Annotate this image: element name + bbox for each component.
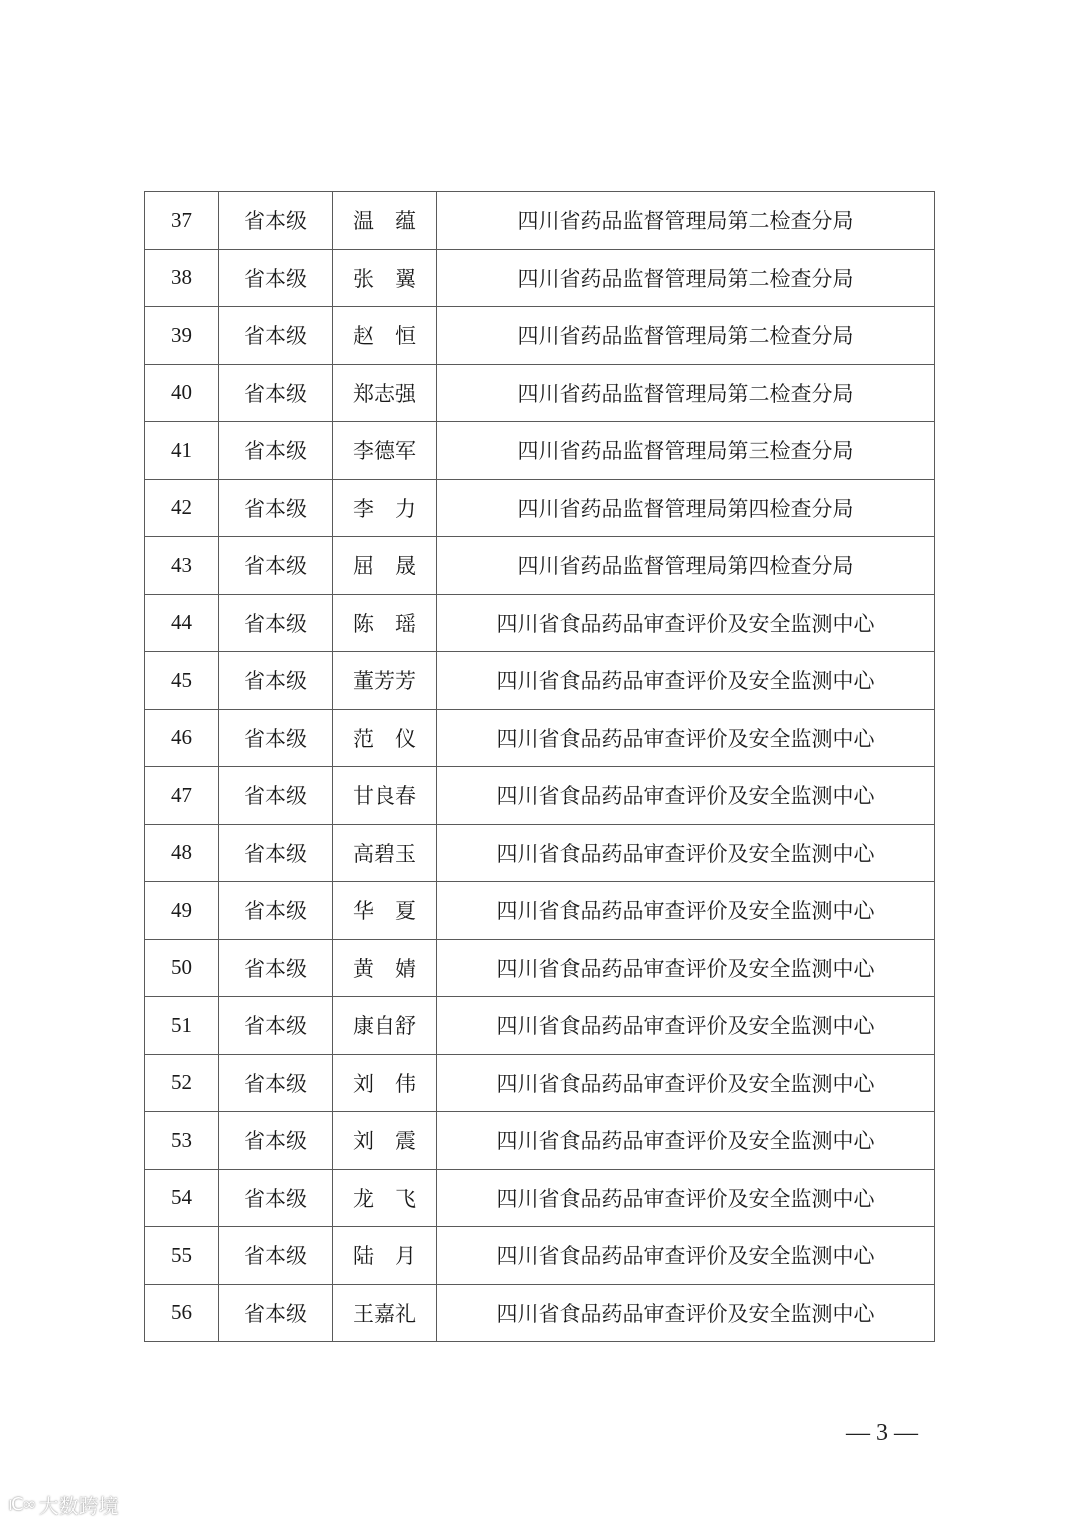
level-cell: 省本级 — [219, 939, 333, 997]
table-row — [145, 997, 935, 1055]
table-row — [145, 192, 935, 250]
level-cell: 省本级 — [219, 1169, 333, 1227]
table-row — [145, 709, 935, 767]
row-number-cell: 47 — [145, 767, 219, 825]
level-cell: 省本级 — [219, 824, 333, 882]
level-cell: 省本级 — [219, 594, 333, 652]
name-cell: 王嘉礼 — [333, 1284, 437, 1342]
unit-cell: 四川省药品监督管理局第四检查分局 — [437, 479, 935, 537]
watermark-logo-icon: ıC∞ — [8, 1494, 35, 1515]
name-cell: 康自舒 — [333, 997, 437, 1055]
level-cell: 省本级 — [219, 652, 333, 710]
table-row — [145, 364, 935, 422]
unit-cell: 四川省食品药品审查评价及安全监测中心 — [437, 1054, 935, 1112]
level-cell: 省本级 — [219, 422, 333, 480]
row-number-cell: 37 — [145, 192, 219, 250]
level-cell: 省本级 — [219, 1112, 333, 1170]
unit-cell: 四川省食品药品审查评价及安全监测中心 — [437, 594, 935, 652]
level-cell: 省本级 — [219, 479, 333, 537]
name-cell: 黄 婧 — [333, 939, 437, 997]
row-number-cell: 38 — [145, 249, 219, 307]
page-number: — 3 — — [846, 1420, 918, 1446]
table-row — [145, 824, 935, 882]
name-cell: 李德军 — [333, 422, 437, 480]
name-cell: 董芳芳 — [333, 652, 437, 710]
unit-cell: 四川省食品药品审查评价及安全监测中心 — [437, 939, 935, 997]
row-number-cell: 46 — [145, 709, 219, 767]
unit-cell: 四川省食品药品审查评价及安全监测中心 — [437, 1284, 935, 1342]
name-cell: 刘 伟 — [333, 1054, 437, 1112]
level-cell: 省本级 — [219, 1227, 333, 1285]
unit-cell: 四川省食品药品审查评价及安全监测中心 — [437, 709, 935, 767]
unit-cell: 四川省药品监督管理局第二检查分局 — [437, 249, 935, 307]
unit-cell: 四川省食品药品审查评价及安全监测中心 — [437, 1169, 935, 1227]
level-cell: 省本级 — [219, 1284, 333, 1342]
row-number-cell: 56 — [145, 1284, 219, 1342]
name-cell: 高碧玉 — [333, 824, 437, 882]
name-cell: 李 力 — [333, 479, 437, 537]
row-number-cell: 45 — [145, 652, 219, 710]
level-cell: 省本级 — [219, 767, 333, 825]
level-cell: 省本级 — [219, 1054, 333, 1112]
name-cell: 屈 晟 — [333, 537, 437, 595]
row-number-cell: 49 — [145, 882, 219, 940]
row-number-cell: 40 — [145, 364, 219, 422]
table-row — [145, 249, 935, 307]
name-cell: 温 蕴 — [333, 192, 437, 250]
table-row — [145, 1284, 935, 1342]
watermark-text: 大数跨境 — [38, 1494, 119, 1518]
unit-cell: 四川省药品监督管理局第二检查分局 — [437, 364, 935, 422]
table-row — [145, 594, 935, 652]
name-cell: 赵 恒 — [333, 307, 437, 365]
row-number-cell: 51 — [145, 997, 219, 1055]
table-row — [145, 939, 935, 997]
table-row — [145, 479, 935, 537]
table-row — [145, 882, 935, 940]
table-row — [145, 1227, 935, 1285]
row-number-cell: 41 — [145, 422, 219, 480]
level-cell: 省本级 — [219, 537, 333, 595]
name-cell: 陈 瑶 — [333, 594, 437, 652]
level-cell: 省本级 — [219, 192, 333, 250]
unit-cell: 四川省食品药品审查评价及安全监测中心 — [437, 824, 935, 882]
name-cell: 甘良春 — [333, 767, 437, 825]
level-cell: 省本级 — [219, 307, 333, 365]
level-cell: 省本级 — [219, 364, 333, 422]
unit-cell: 四川省食品药品审查评价及安全监测中心 — [437, 767, 935, 825]
personnel-table — [144, 191, 935, 1342]
name-cell: 郑志强 — [333, 364, 437, 422]
unit-cell: 四川省食品药品审查评价及安全监测中心 — [437, 1227, 935, 1285]
table-row — [145, 537, 935, 595]
level-cell: 省本级 — [219, 882, 333, 940]
table-row — [145, 767, 935, 825]
unit-cell: 四川省食品药品审查评价及安全监测中心 — [437, 997, 935, 1055]
table-row — [145, 652, 935, 710]
row-number-cell: 48 — [145, 824, 219, 882]
unit-cell: 四川省食品药品审查评价及安全监测中心 — [437, 1112, 935, 1170]
row-number-cell: 54 — [145, 1169, 219, 1227]
name-cell: 张 翼 — [333, 249, 437, 307]
unit-cell: 四川省食品药品审查评价及安全监测中心 — [437, 882, 935, 940]
row-number-cell: 50 — [145, 939, 219, 997]
unit-cell: 四川省药品监督管理局第二检查分局 — [437, 192, 935, 250]
table-row — [145, 1054, 935, 1112]
table-row — [145, 422, 935, 480]
row-number-cell: 53 — [145, 1112, 219, 1170]
unit-cell: 四川省药品监督管理局第四检查分局 — [437, 537, 935, 595]
row-number-cell: 55 — [145, 1227, 219, 1285]
name-cell: 刘 震 — [333, 1112, 437, 1170]
unit-cell: 四川省食品药品审查评价及安全监测中心 — [437, 652, 935, 710]
table-row — [145, 307, 935, 365]
row-number-cell: 44 — [145, 594, 219, 652]
row-number-cell: 39 — [145, 307, 219, 365]
row-number-cell: 52 — [145, 1054, 219, 1112]
name-cell: 陆 月 — [333, 1227, 437, 1285]
unit-cell: 四川省药品监督管理局第二检查分局 — [437, 307, 935, 365]
name-cell: 龙 飞 — [333, 1169, 437, 1227]
watermark — [8, 1490, 119, 1519]
name-cell: 范 仪 — [333, 709, 437, 767]
row-number-cell: 42 — [145, 479, 219, 537]
row-number-cell: 43 — [145, 537, 219, 595]
unit-cell: 四川省药品监督管理局第三检查分局 — [437, 422, 935, 480]
level-cell: 省本级 — [219, 709, 333, 767]
name-cell: 华 夏 — [333, 882, 437, 940]
table-row — [145, 1112, 935, 1170]
level-cell: 省本级 — [219, 249, 333, 307]
level-cell: 省本级 — [219, 997, 333, 1055]
table-row — [145, 1169, 935, 1227]
